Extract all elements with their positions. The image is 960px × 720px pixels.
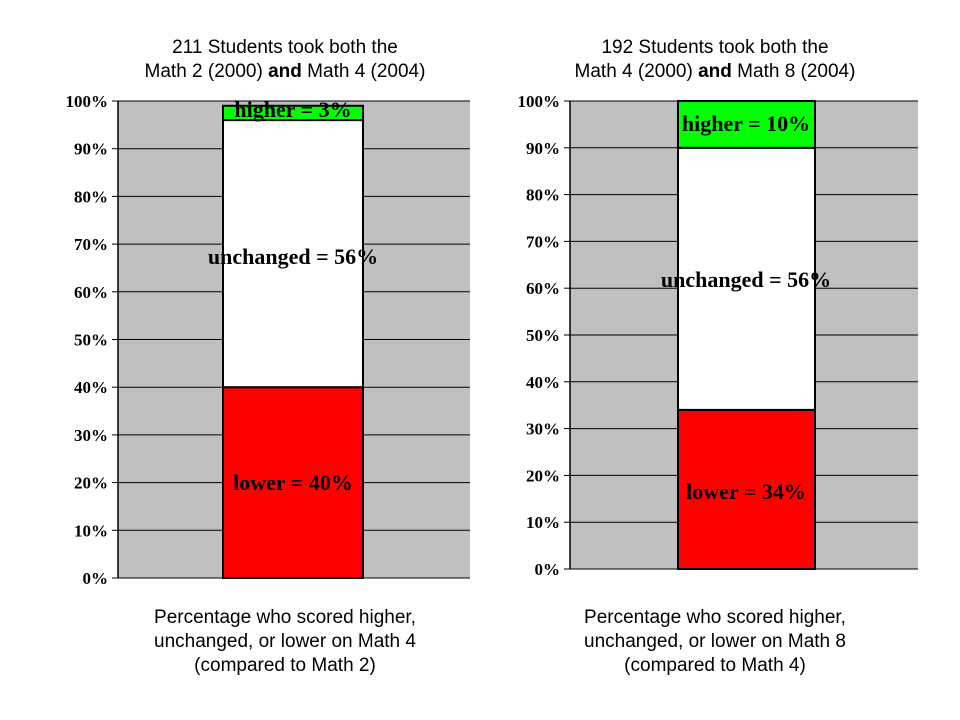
chart-1-y-tick-label: 100% — [65, 92, 108, 111]
chart-2-label-higher: higher = 10% — [681, 111, 811, 136]
chart-2-y-tick-label: 80% — [526, 185, 560, 205]
chart-2-title-line2: Math 4 (2000) and Math 8 (2004) — [574, 61, 856, 82]
chart-1-caption-line2: unchanged, or lower on Math 4 — [154, 631, 416, 652]
chart-1-y-tick-label: 40% — [74, 378, 108, 398]
chart-1-caption-line3: (compared to Math 2) — [194, 655, 376, 676]
chart-2-y-tick-label: 70% — [526, 232, 560, 252]
chart-1-label-higher: higher = 3% — [234, 97, 352, 122]
chart-2-label-unchanged: unchanged = 56% — [660, 267, 832, 292]
chart-1-caption-line1: Percentage who scored higher, — [154, 607, 416, 628]
chart-2-y-tick-label: 90% — [526, 138, 560, 158]
chart-2-caption-line2: unchanged, or lower on Math 8 — [584, 631, 846, 652]
chart-1-y-tick-label: 60% — [74, 282, 108, 302]
chart-2-y-tick-label: 10% — [526, 513, 560, 533]
chart-1-y-tick-label: 70% — [74, 235, 108, 255]
chart-2-y-tick-label: 20% — [526, 466, 560, 486]
chart-2-caption-line3: (compared to Math 4) — [624, 655, 806, 676]
chart-1-y-tick-label: 0% — [82, 569, 108, 588]
chart-1-label-lower: lower = 40% — [233, 470, 353, 495]
chart-1-y-tick-label: 20% — [74, 473, 108, 493]
chart-1-label-unchanged: unchanged = 56% — [207, 244, 379, 269]
chart-1-title-line2: Math 2 (2000) and Math 4 (2004) — [144, 61, 426, 82]
chart-1-y-tick-label: 30% — [74, 425, 108, 445]
chart-1-title-line1: 211 Students took both the — [172, 37, 398, 58]
chart-1-y-tick-label: 50% — [74, 330, 108, 350]
chart-1-y-tick-label: 10% — [74, 521, 108, 541]
chart-2-y-tick-label: 50% — [526, 326, 560, 345]
chart-1-y-tick-label: 80% — [74, 187, 108, 207]
chart-1-y-tick-label: 90% — [74, 139, 108, 159]
chart-2-label-lower: lower = 34% — [686, 479, 806, 504]
chart-2-caption-line1: Percentage who scored higher, — [584, 607, 846, 628]
chart-2-y-tick-label: 60% — [526, 279, 560, 299]
chart-2-y-tick-label: 100% — [517, 92, 560, 111]
chart-2-y-tick-label: 30% — [526, 419, 560, 439]
chart-2-y-tick-label: 40% — [526, 372, 560, 392]
chart-2-title-line1: 192 Students took both the — [601, 37, 829, 58]
chart-2-y-tick-label: 0% — [534, 560, 560, 579]
